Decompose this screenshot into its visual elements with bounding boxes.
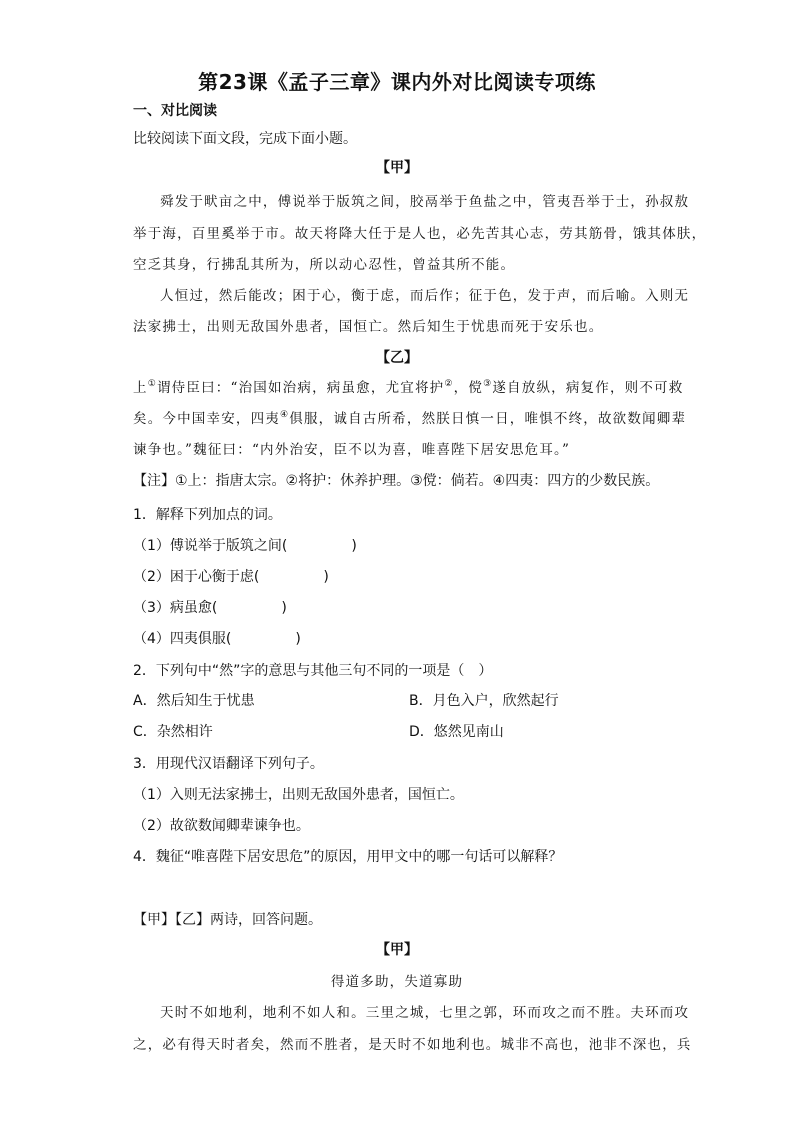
passage-jia-label: 【甲】 bbox=[376, 160, 418, 176]
section-2-instruction: 【甲】【乙】两诗，回答问题。 bbox=[133, 912, 322, 928]
passage-jia-line: 法家拂士，出则无敌国外患者，国恒亡。然后知生于忧患而死于安乐也。 bbox=[133, 319, 604, 335]
question-3-sentence: （1）入则无法家拂士，出则无敌国外患者，国恒亡。 bbox=[133, 787, 464, 803]
question-2-option-d[interactable]: D．悠然见南山 bbox=[409, 724, 504, 740]
question-2-stem: 2．下列句中“然”字的意思与其他三句不同的一项是（ ） bbox=[133, 663, 493, 679]
question-4-stem: 4．魏征“唯喜陛下居安思危”的原因，用甲文中的哪一句话可以解释？ bbox=[133, 849, 563, 865]
annotation-note: 【注】①上：指唐太宗。②将护：休养护理。③傥：倘若。④四夷：四方的少数民族。 bbox=[133, 473, 660, 489]
passage-jia-line: 空乏其身，行拂乱其所为，所以动心忍性，曾益其所不能。 bbox=[133, 257, 516, 273]
question-1-item: （1）傅说举于版筑之间( ) bbox=[133, 538, 357, 554]
passage-yi-line: 上①谓侍臣曰：“治国如治病，病虽愈，尤宜将护②，傥③遂自放纵，病复作，则不可救 bbox=[133, 379, 684, 396]
passage-yi-line: 矣。今中国幸安，四夷④俱服，诚自古所希，然朕日慎一日，唯惧不终，故欲数闻卿辈 bbox=[133, 410, 687, 427]
section-2-jia-label: 【甲】 bbox=[376, 942, 418, 958]
question-2-option-a[interactable]: A．然后知生于忧患 bbox=[133, 693, 255, 709]
passage-yi-line: 谏争也。”魏征曰：“内外治安，臣不以为喜，唯喜陛下居安思危耳。” bbox=[133, 442, 571, 458]
question-1-stem: 1．解释下列加点的词。 bbox=[133, 507, 282, 523]
section-2-subtitle: 得道多助，失道寡助 bbox=[330, 974, 464, 990]
question-1-item: （2）困于心衡于虑( ) bbox=[133, 569, 329, 585]
section-2-passage-line: 天时不如地利，地利不如人和。三里之城，七里之郭，环而攻之而不胜。夫环而攻 bbox=[160, 1005, 690, 1021]
question-3-sentence: （2）故欲数闻卿辈谏争也。 bbox=[133, 818, 310, 834]
page-title: 第23课《孟子三章》课内外对比阅读专项练 bbox=[198, 70, 596, 94]
section-heading: 一、对比阅读 bbox=[133, 103, 217, 119]
section-2-passage-line: 之，必有得天时者矣，然而不胜者，是天时不如地利也。城非不高也，池非不深也，兵 bbox=[133, 1037, 692, 1053]
reading-instruction: 比较阅读下面文段，完成下面小题。 bbox=[133, 131, 357, 147]
passage-yi-label: 【乙】 bbox=[376, 350, 418, 366]
question-1-item: （3）病虽愈( ) bbox=[133, 600, 287, 616]
passage-jia-line: 人恒过，然后能改；困于心，衡于虑，而后作；征于色，发于声，而后喻。入则无 bbox=[160, 288, 690, 304]
question-2-option-b[interactable]: B．月色入户，欣然起行 bbox=[409, 693, 559, 709]
question-2-option-c[interactable]: C．杂然相许 bbox=[133, 724, 213, 740]
question-3-stem: 3．用现代汉语翻译下列句子。 bbox=[133, 756, 324, 772]
question-1-item: （4）四夷俱服( ) bbox=[133, 631, 301, 647]
passage-jia-line: 舜发于畎亩之中，傅说举于版筑之间，胶鬲举于鱼盐之中，管夷吾举于士，孙叔敖 bbox=[160, 194, 690, 210]
passage-jia-line: 举于海，百里奚举于市。故天将降大任于是人也，必先苦其心志，劳其筋骨，饿其体肤， bbox=[133, 226, 707, 242]
